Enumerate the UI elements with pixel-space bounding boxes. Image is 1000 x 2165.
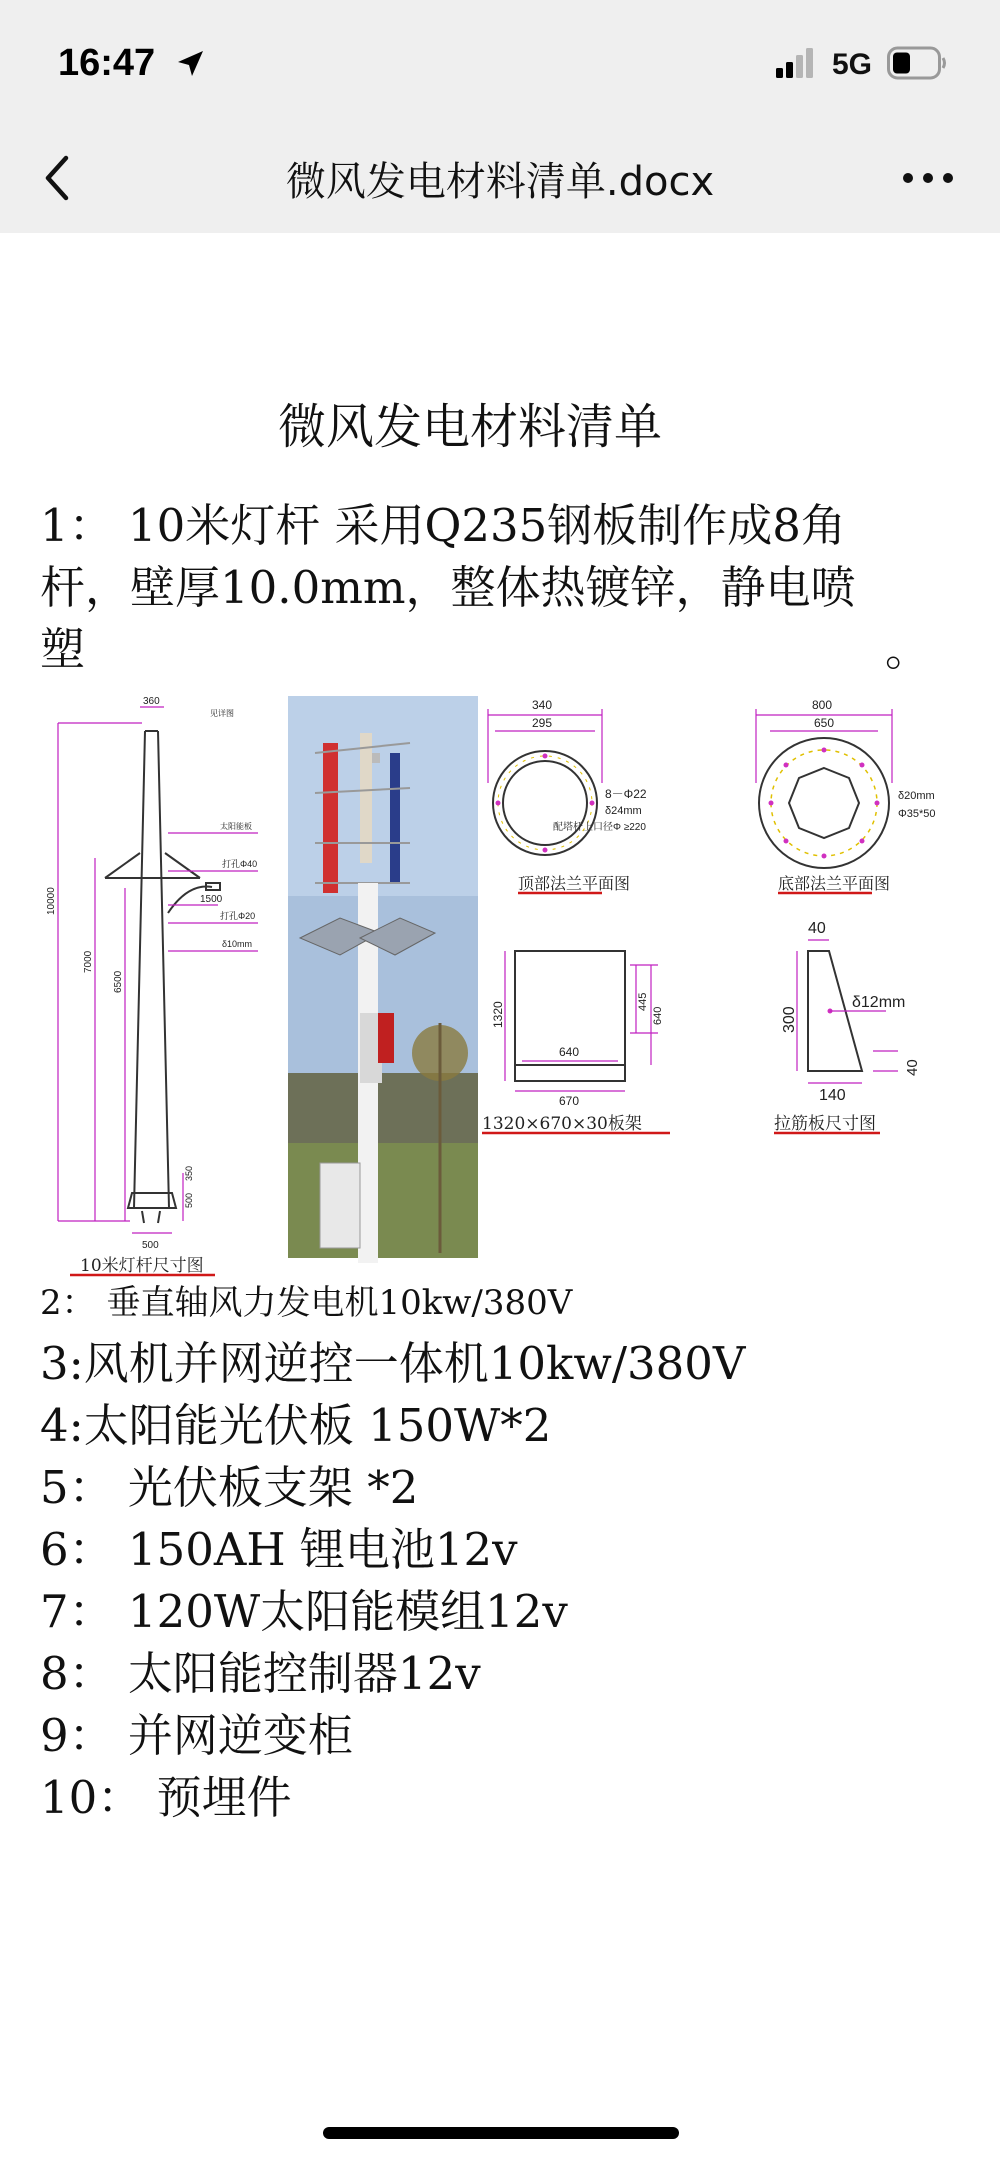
item-1-line-1: 1： 10米灯杆 采用Q235钢板制作成8角 bbox=[40, 499, 846, 552]
item-1-line-3-text: 塑 bbox=[40, 623, 86, 676]
rib-plate-drawing bbox=[774, 920, 921, 1134]
list-item: 9： 并网逆变柜 bbox=[40, 1709, 353, 1762]
rib-top: 40 bbox=[808, 920, 826, 937]
rib-width: 140 bbox=[819, 1087, 846, 1104]
status-bar bbox=[0, 0, 1000, 130]
rib-bottom-gap: 40 bbox=[904, 1059, 921, 1076]
pole-drawing bbox=[46, 696, 258, 1276]
back-chevron-icon[interactable] bbox=[38, 150, 78, 206]
bottom-flange-drawing bbox=[756, 698, 936, 893]
document-title: 微风发电材料清单 bbox=[277, 399, 662, 455]
pole-height-7000: 7000 bbox=[83, 950, 94, 973]
pole-base-width: 500 bbox=[142, 1240, 159, 1251]
pole-label-solar: 太阳能板 bbox=[220, 822, 252, 831]
list-item: 7： 120W太阳能模组12v bbox=[40, 1585, 568, 1638]
list-item: 5： 光伏板支架 *2 bbox=[40, 1461, 419, 1514]
network-type: 5G bbox=[832, 48, 873, 81]
home-indicator[interactable] bbox=[323, 2127, 679, 2139]
list-item: 10： 预埋件 bbox=[40, 1771, 292, 1824]
rib-caption: 拉筋板尺寸图 bbox=[774, 1114, 876, 1134]
pole-arm-length: 1500 bbox=[200, 894, 223, 905]
more-options-icon[interactable] bbox=[900, 170, 956, 186]
pole-base-500: 500 bbox=[184, 1192, 194, 1208]
frame-side-445: 445 bbox=[637, 992, 649, 1011]
item-1-end-mark: 。 bbox=[884, 623, 930, 676]
pole-top-width: 360 bbox=[143, 696, 160, 707]
pole-caption: 10米灯杆尺寸图 bbox=[80, 1256, 204, 1276]
list-item: 2： 垂直轴风力发电机10kw/380V bbox=[40, 1283, 573, 1323]
material-list bbox=[40, 1273, 960, 1829]
item-1-line-2: 杆，壁厚10.0mm，整体热镀锌，静电喷 bbox=[40, 561, 856, 614]
pole-height-6500: 6500 bbox=[113, 970, 124, 993]
nav-bar bbox=[0, 130, 1000, 233]
document-file-name: 微风发电材料清单.docx bbox=[285, 159, 715, 205]
top-flange-note: 配塔杆上口径Φ ≥220 bbox=[553, 822, 646, 833]
battery-icon bbox=[887, 46, 947, 80]
pole-label-lamp-top: 见详图 bbox=[210, 709, 234, 718]
frame-height: 1320 bbox=[491, 1001, 505, 1028]
top-flange-bolt: 8－Φ22 bbox=[605, 787, 647, 801]
top-bar bbox=[0, 0, 1000, 233]
list-item: 3:风机并网逆控一体机10kw/380V bbox=[40, 1337, 746, 1390]
pole-base-350: 350 bbox=[184, 1165, 194, 1181]
frame-side-640: 640 bbox=[652, 1006, 664, 1025]
drawings-figure bbox=[40, 693, 970, 1293]
top-flange-drawing bbox=[488, 698, 647, 893]
top-flange-thickness: δ24mm bbox=[605, 805, 642, 817]
rib-thickness: δ12mm bbox=[852, 994, 906, 1011]
item-1-line-3 bbox=[40, 619, 960, 681]
location-arrow-icon bbox=[174, 48, 206, 80]
document-page bbox=[0, 233, 1000, 2165]
status-time: 16:47 bbox=[58, 42, 156, 84]
top-flange-inner: 295 bbox=[532, 716, 553, 730]
bottom-flange-inner: 650 bbox=[814, 716, 835, 730]
pole-label-hole20: 打孔Φ20 bbox=[220, 911, 256, 921]
bottom-flange-hole: Φ35*50 bbox=[898, 808, 936, 820]
list-item: 6： 150AH 锂电池12v bbox=[40, 1523, 518, 1576]
pole-height-total: 10000 bbox=[46, 887, 57, 915]
item-1-paragraph bbox=[40, 495, 960, 681]
frame-inner-width: 640 bbox=[559, 1045, 580, 1059]
pole-label-hole40: 打孔Φ40 bbox=[222, 859, 258, 869]
bottom-flange-thickness: δ20mm bbox=[898, 790, 935, 802]
signal-strength-icon bbox=[776, 48, 816, 78]
rib-height: 300 bbox=[781, 1006, 798, 1033]
list-item: 4:太阳能光伏板 150W*2 bbox=[40, 1399, 552, 1452]
bottom-flange-outer: 800 bbox=[812, 698, 833, 712]
list-item: 8： 太阳能控制器12v bbox=[40, 1647, 481, 1700]
installation-photo bbox=[288, 696, 478, 1263]
pole-label-thickness: δ10mm bbox=[222, 939, 253, 949]
frame-outer-width: 670 bbox=[559, 1094, 580, 1108]
top-flange-outer: 340 bbox=[532, 698, 553, 712]
top-flange-caption: 顶部法兰平面图 bbox=[518, 874, 631, 893]
frame-caption: 1320×670×30板架 bbox=[482, 1114, 642, 1134]
bottom-flange-caption: 底部法兰平面图 bbox=[778, 874, 891, 893]
panel-frame-drawing bbox=[482, 951, 670, 1134]
